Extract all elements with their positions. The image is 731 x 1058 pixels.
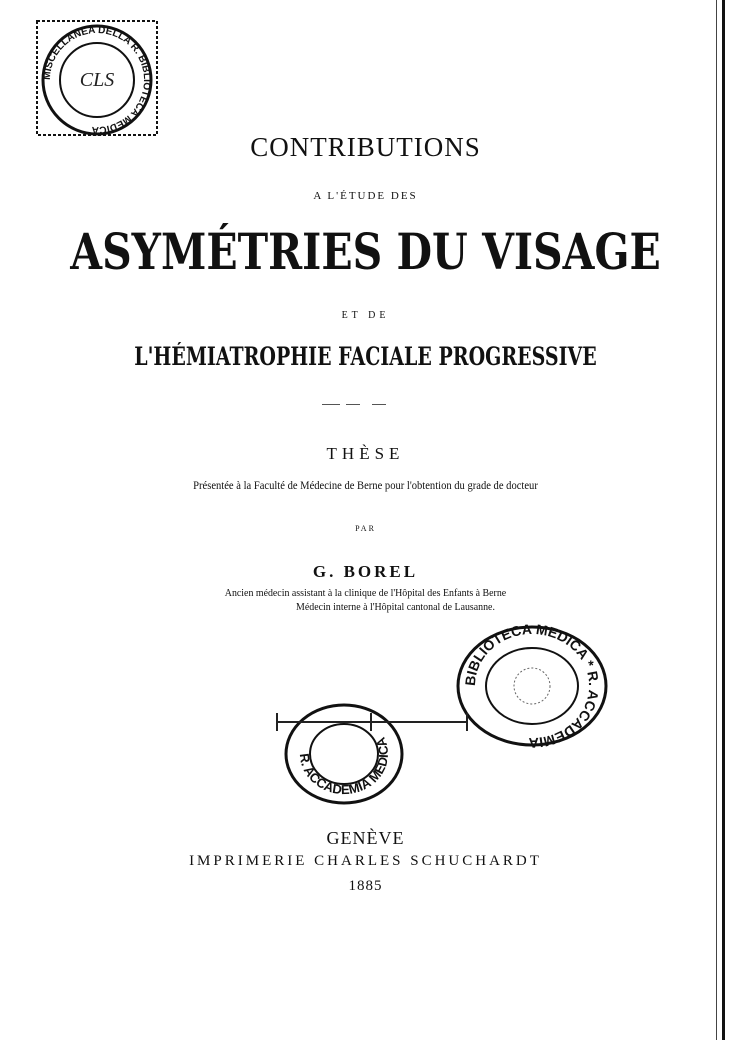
ornament-tick <box>466 713 468 731</box>
thesis-label: THÈSE <box>326 444 405 463</box>
library-stamp-right <box>453 624 611 748</box>
ornament-dash <box>346 404 360 405</box>
imprint-city: GENÈVE <box>326 828 405 848</box>
ornament-tick <box>370 713 372 731</box>
stamp-monogram: CLS <box>79 69 115 91</box>
author-credential-2: Médecin interne à l'Hôpital cantonal de Lausanne. <box>296 601 495 613</box>
title-line-1: CONTRIBUTIONS <box>250 132 481 162</box>
ornament-dash <box>322 404 340 405</box>
stamp-ring-text: MISCELLANEA DELLA R. BIBLIOTECA MEDICA <box>41 24 153 136</box>
ornament-dash <box>372 404 386 405</box>
title-connector: ET DE <box>341 310 390 321</box>
ornament-tick <box>276 713 278 731</box>
title-line-2: A L'ÉTUDE DES <box>313 190 418 202</box>
main-title: ASYMÉTRIES DU VISAGE <box>70 222 661 281</box>
imprint-year: 1885 <box>348 878 383 894</box>
stamp-ring-text: R. ACCADEMIA MEDICA <box>296 735 392 798</box>
imprint-printer: IMPRIMERIE CHARLES SCHUCHARDT <box>189 853 542 869</box>
ornament-rule <box>276 721 468 723</box>
subtitle: L'HÉMIATROPHIE FACIALE PROGRESSIVE <box>134 342 597 371</box>
library-stamp-center <box>282 702 406 806</box>
by-label: PAR <box>355 524 376 533</box>
author-name: G. BOREL <box>312 562 419 581</box>
stamp-ring-text: BIBLIOTECA MEDICA * R. ACCADEMIA <box>461 624 603 748</box>
author-credential-1: Ancien médecin assistant à la clinique de l'Hôpital des Enfants à Berne <box>224 587 507 599</box>
library-stamp-top-left <box>36 20 158 136</box>
presentation-line: Présentée à la Faculté de Médecine de Berne pour l'obtention du grade de docteur <box>193 478 538 492</box>
